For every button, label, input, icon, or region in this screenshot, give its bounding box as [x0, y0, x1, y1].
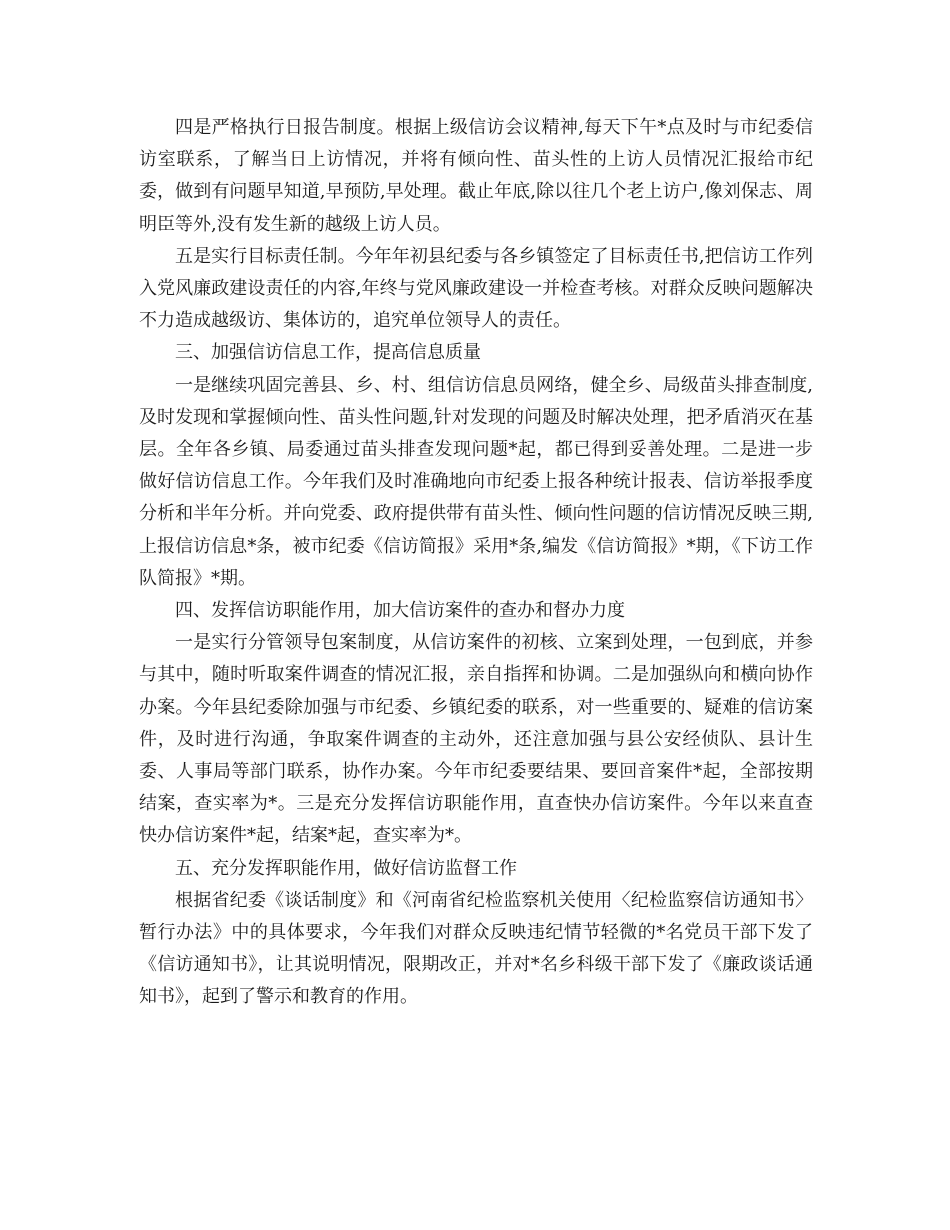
- section-heading-case-handling: 四、发挥信访职能作用，加大信访案件的查办和督办力度: [175, 600, 625, 622]
- section-heading-supervision: 五、充分发挥职能作用，做好信访监督工作: [175, 857, 517, 879]
- section-heading-information-work: 三、加强信访信息工作，提高信息质量: [175, 342, 481, 364]
- paragraph-supervision: 根据省纪委《谈话制度》和《河南省纪检监察机关使用〈纪检监察信访通知书〉暂行办法》中的具体要求，今年我们对群众反映违纪情节轻微的*名党员干部下发了《信访通知书》，让其说明情况，限期改正，并对*名乡科级干部下发了《廉政谈话通知书》，起到了警示和教育的作用。: [139, 889, 813, 1008]
- paragraph-case-handling: 一是实行分管领导包案制度，从信访案件的初核、立案到处理，一包到底，并参与其中，随时听取案件调查的情况汇报，亲自指挥和协调。二是加强纵向和横向协作办案。今年县纪委除加强与市纪委、乡镇纪委的联系，对一些重要的、疑难的信访案件，及时进行沟通，争取案件调查的主动外，还注意加强与县公安经侦队、县计生委、人事局等部门联系，协作办案。今年市纪委要结果、要回音案件*起，全部按期结案，查实率为*。三是充分发挥信访职能作用，直查快办信访案件。今年以来直查快办信访案件*起，结案*起，查实率为*。: [139, 632, 813, 847]
- document-body: [139, 112, 813, 1014]
- paragraph-target-responsibility: 五是实行目标责任制。今年年初县纪委与各乡镇签定了目标责任书,把信访工作列入党风廉政建设责任的内容,年终与党风廉政建设一并检查考核。对群众反映问题解决不力造成越级访、集体访的，追究单位领导人的责任。: [139, 245, 813, 332]
- paragraph-information-network: 一是继续巩固完善县、乡、村、组信访信息员网络，健全乡、局级苗头排查制度,及时发现和掌握倾向性、苗头性问题,针对发现的问题及时解决处理，把矛盾消灭在基层。全年各乡镇、局委通过苗头排查发现问题*起，都已得到妥善处理。二是进一步做好信访信息工作。今年我们及时准确地向市纪委上报各种统计报表、信访举报季度分析和半年分析。并向党委、政府提供带有苗头性、倾向性问题的信访情况反映三期,上报信访信息*条，被市纪委《信访简报》采用*条,编发《信访简报》*期，《下访工作队简报》*期。: [139, 374, 813, 589]
- paragraph-daily-report: 四是严格执行日报告制度。根据上级信访会议精神,每天下午*点及时与市纪委信访室联系，了解当日上访情况，并将有倾向性、苗头性的上访人员情况汇报给市纪委，做到有问题早知道,早预防,早处理。截止年底,除以往几个老上访户,像刘保志、周明臣等外,没有发生新的越级上访人员。: [139, 117, 813, 235]
